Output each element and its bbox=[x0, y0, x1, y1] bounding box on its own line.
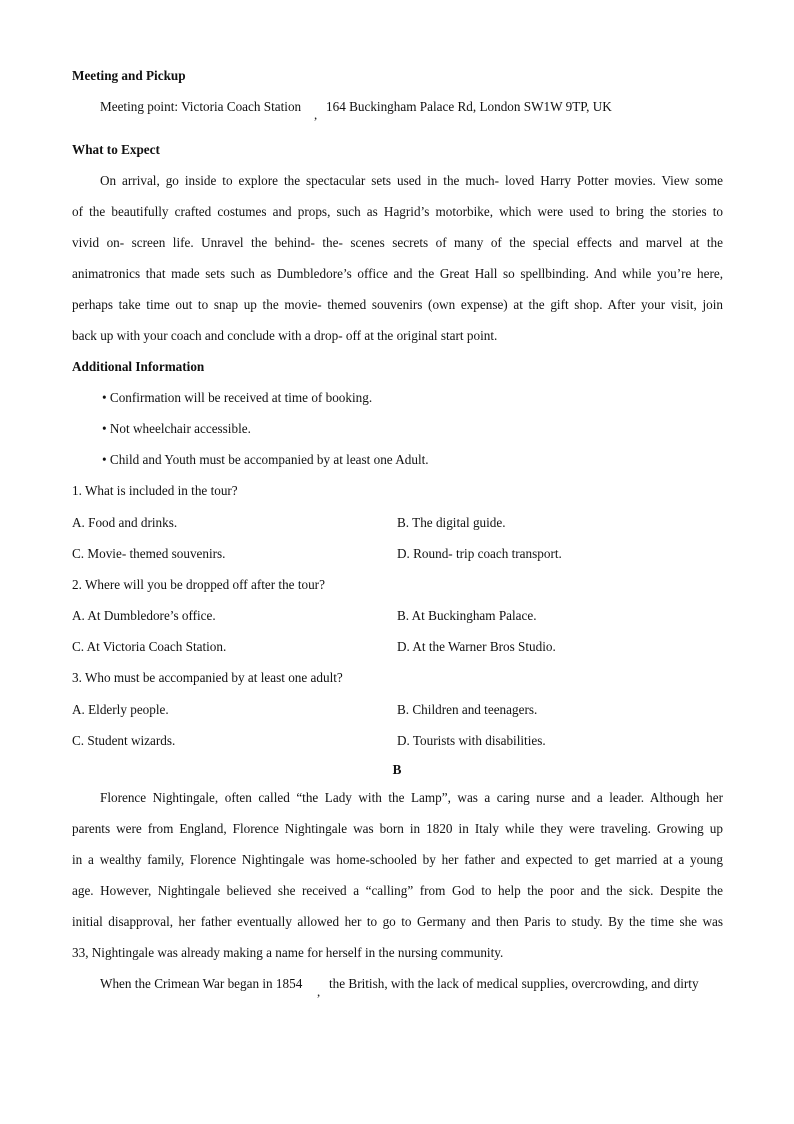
question-option: D. Tourists with disabilities. bbox=[397, 733, 546, 748]
question-stem: 2. Where will you be dropped off after the tour? bbox=[72, 577, 325, 592]
bullet-item: • Child and Youth must be accompanied by at least one Adult. bbox=[102, 452, 429, 467]
para1-line-3: in a wealthy family, Florence Nightingale was home-schooled by her father and expected to get married at a young bbox=[72, 852, 723, 867]
question-option: C. Movie- themed souvenirs. bbox=[72, 546, 226, 561]
expect-line-3: vivid on- screen life. Unravel the behind- the- scenes secrets of many of the special effects and marvel at the bbox=[72, 235, 723, 250]
question-option: A. Food and drinks. bbox=[72, 515, 178, 530]
question-option: D. At the Warner Bros Studio. bbox=[397, 639, 556, 654]
para2-rest: the British, with the lack of medical supplies, overcrowding, and dirty bbox=[329, 976, 699, 991]
meeting-point-address: 164 Buckingham Palace Rd, London SW1W 9TP, UK bbox=[326, 99, 612, 114]
expect-heading: What to Expect bbox=[72, 142, 160, 157]
para2-start: When the Crimean War began in 1854 bbox=[100, 976, 303, 991]
question-option: C. Student wizards. bbox=[72, 733, 176, 748]
expect-line-4: animatronics that made sets such as Dumbledore’s office and the Great Hall so spellbinding. And while you’re here, bbox=[72, 266, 723, 281]
question-option: A. Elderly people. bbox=[72, 702, 169, 717]
section-b-heading: B bbox=[392, 762, 402, 777]
additional-heading: Additional Information bbox=[72, 359, 205, 374]
question-stem: 3. Who must be accompanied by at least one adult? bbox=[72, 670, 343, 685]
meeting-point-label: Meeting point: Victoria Coach Station bbox=[100, 99, 302, 114]
question-option: C. At Victoria Coach Station. bbox=[72, 639, 227, 654]
expect-line-6: back up with your coach and conclude with a drop- off at the original start point. bbox=[72, 328, 498, 343]
expect-line-1: On arrival, go inside to explore the spectacular sets used in the much- loved Harry Potter movies. View some bbox=[100, 173, 723, 188]
expect-line-5: perhaps take time out to snap up the movie- themed souvenirs (own expense) at the gift shop. After your visit, join bbox=[72, 297, 723, 312]
meeting-point-comma: , bbox=[314, 107, 318, 122]
question-option: A. At Dumbledore’s office. bbox=[72, 608, 216, 623]
para1-line-4: age. However, Nightingale believed she received a “calling” from God to help the poor and the sick. Despite the bbox=[72, 883, 723, 898]
meeting-heading: Meeting and Pickup bbox=[72, 68, 186, 83]
para1-line-6: 33, Nightingale was already making a name for herself in the nursing community. bbox=[72, 945, 504, 960]
expect-line-2: of the beautifully crafted costumes and props, such as Hagrid’s motorbike, which were used to bring the stories to bbox=[72, 204, 723, 219]
para1-line-5: initial disapproval, her father eventually allowed her to go to Germany and then Paris to study. By the time she was bbox=[72, 914, 723, 929]
bullet-item: • Not wheelchair accessible. bbox=[102, 421, 251, 436]
para1-line-2: parents were from England, Florence Nightingale was born in 1820 in Italy while they were traveling. Growing up bbox=[72, 821, 723, 836]
question-stem: 1. What is included in the tour? bbox=[72, 483, 238, 498]
question-option: B. The digital guide. bbox=[397, 515, 506, 530]
question-option: B. Children and teenagers. bbox=[397, 702, 538, 717]
question-option: B. At Buckingham Palace. bbox=[397, 608, 537, 623]
question-option: D. Round- trip coach transport. bbox=[397, 546, 562, 561]
bullet-item: • Confirmation will be received at time of booking. bbox=[102, 390, 373, 405]
para2-comma: , bbox=[317, 984, 321, 999]
para1-line-1: Florence Nightingale, often called “the Lady with the Lamp”, was a caring nurse and a leader. Although her bbox=[100, 790, 723, 805]
